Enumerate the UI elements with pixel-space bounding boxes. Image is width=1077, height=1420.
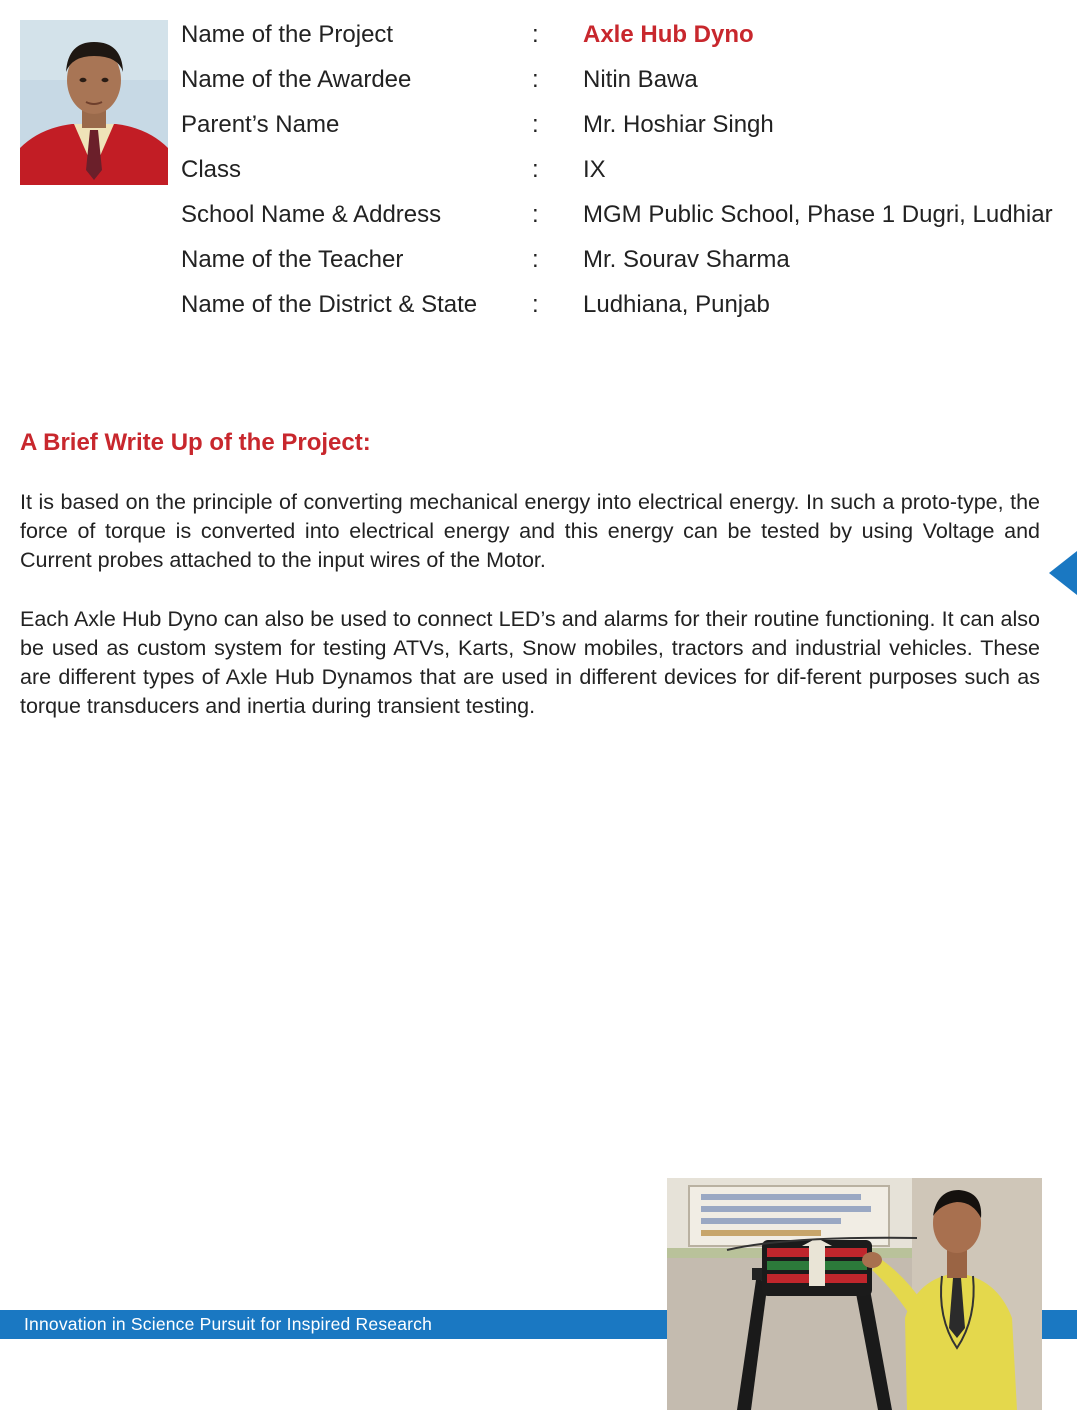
detail-separator: : xyxy=(532,111,539,138)
teacher-name: Mr. Sourav Sharma xyxy=(583,246,790,273)
detail-row-teacher xyxy=(181,237,1077,282)
district-state: Ludhiana, Punjab xyxy=(583,291,770,318)
detail-row-school xyxy=(181,192,1077,237)
detail-row-class xyxy=(181,147,1077,192)
detail-row-parent xyxy=(181,102,1077,147)
left-arrow-marker-icon xyxy=(1049,551,1077,595)
detail-label: Parent’s Name xyxy=(181,111,340,138)
detail-separator: : xyxy=(532,246,539,273)
writeup-paragraph: It is based on the principle of converting mechanical energy into electrical energy. In such a proto-type, the force of torque is converted into electrical energy and this energy can be tested by using Voltage and Current probes attached to the input wires of the Motor. xyxy=(20,490,1040,572)
detail-label: Name of the Teacher xyxy=(181,246,404,273)
parent-name: Mr. Hoshiar Singh xyxy=(583,111,774,138)
writeup-heading: A Brief Write Up of the Project: xyxy=(20,429,371,456)
detail-row-project xyxy=(181,12,1077,57)
detail-label: Name of the Awardee xyxy=(181,66,412,93)
detail-separator: : xyxy=(532,291,539,318)
awardee-details xyxy=(181,12,1077,327)
detail-separator: : xyxy=(532,156,539,183)
detail-separator: : xyxy=(532,66,539,93)
awardee-photo xyxy=(20,20,168,185)
class-value: IX xyxy=(583,156,606,183)
school-address: MGM Public School, Phase 1 Dugri, Ludhiar xyxy=(583,201,1053,228)
writeup-paragraph: Each Axle Hub Dyno can also be used to connect LED’s and alarms for their routine functioning. It can also be used as custom system for testing ATVs, Karts, Snow mobiles, tractors and industrial vehicles. These are different types of Axle Hub Dynamos that are used in different devices for dif-ferent purposes such as torque transducers and inertia during transient testing. xyxy=(20,607,1040,718)
awardee-name: Nitin Bawa xyxy=(583,66,698,93)
detail-label: Class xyxy=(181,156,242,183)
detail-label: School Name & Address xyxy=(181,201,442,228)
detail-separator: : xyxy=(532,21,539,48)
project-photo xyxy=(667,1178,1042,1410)
detail-row-district xyxy=(181,282,1077,327)
detail-label: Name of the Project xyxy=(181,21,394,48)
detail-row-awardee xyxy=(181,57,1077,102)
detail-separator: : xyxy=(532,201,539,228)
footer-tagline: Innovation in Science Pursuit for Inspired Research xyxy=(24,1314,433,1334)
detail-label: Name of the District & State xyxy=(181,291,478,318)
project-name: Axle Hub Dyno xyxy=(583,21,754,48)
